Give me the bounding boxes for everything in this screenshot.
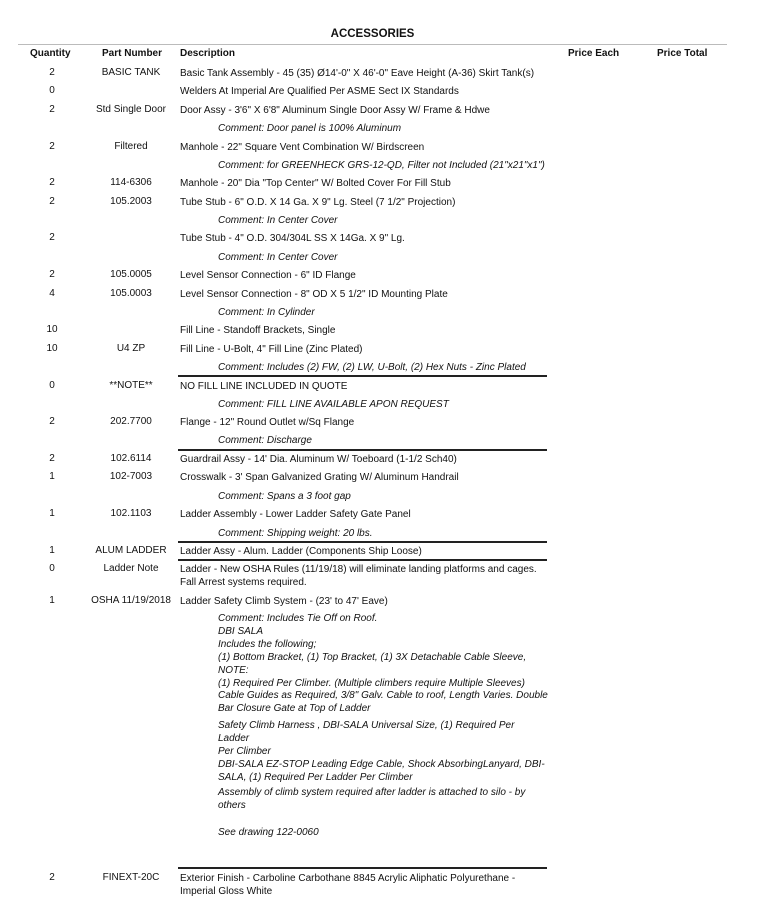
- row-qty: 1: [49, 545, 55, 556]
- row-desc: Tube Stub - 4" O.D. 304/304L SS X 14Ga. X 9" Lg.: [180, 233, 405, 244]
- table-row: [0, 595, 759, 613]
- comment-line: (1) Required Per Climber. (Multiple climbers require Multiple Sleeves): [218, 677, 525, 689]
- comment-line: Safety Climb Harness , DBI-SALA Universal Size, (1) Required Per Ladder: [218, 720, 515, 744]
- row-qty: 4: [49, 288, 55, 299]
- row-qty: 2: [49, 196, 55, 207]
- comment-line: Per Climber: [218, 745, 271, 757]
- section-divider: [178, 867, 547, 869]
- table-row: [0, 288, 759, 306]
- row-desc: Fill Line - U-Bolt, 4" Fill Line (Zinc Plated): [180, 344, 363, 355]
- table-row: [0, 453, 759, 471]
- table-row: [0, 563, 759, 593]
- row-qty: 0: [49, 380, 55, 391]
- row-comment: Comment: Door panel is 100% Aluminum: [218, 123, 402, 134]
- row-desc: Door Assy - 3'6" X 6'8" Aluminum Single Door Assy W/ Frame & Hdwe: [180, 105, 490, 116]
- row-qty: 2: [49, 872, 55, 883]
- row-desc: Ladder Assembly - Lower Ladder Safety Gate Panel: [180, 509, 411, 520]
- section-divider: [178, 375, 547, 377]
- row-part: ALUM LADDER: [95, 545, 167, 556]
- row-part: 202.7700: [110, 416, 152, 427]
- row-comment: Comment: Discharge: [218, 435, 312, 446]
- row-part: 102-7003: [109, 471, 153, 482]
- table-row: [0, 269, 759, 287]
- row-desc: Ladder Safety Climb System - (23' to 47' Eave): [180, 596, 388, 607]
- row-part: 114-6306: [110, 177, 152, 188]
- comment-line: DBI-SALA EZ-STOP Leading Edge Cable, Shock AbsorbingLanyard, DBI-: [218, 758, 545, 770]
- row-qty: 10: [46, 324, 58, 335]
- row-desc: Manhole - 20" Dia "Top Center" W/ Bolted Cover For Fill Stub: [180, 178, 451, 189]
- row-qty: 2: [49, 104, 55, 115]
- comment-row: [0, 159, 759, 177]
- osha-comment-p1: [218, 613, 548, 716]
- row-qty: 1: [49, 471, 55, 482]
- row-comment: Comment: FILL LINE AVAILABLE APON REQUEST: [218, 399, 449, 410]
- header-price-total: Price Total: [657, 48, 708, 59]
- row-desc: Flange - 12" Round Outlet w/Sq Flange: [180, 417, 355, 428]
- row-desc: Level Sensor Connection - 6" ID Flange: [180, 270, 356, 281]
- row-part: **NOTE**: [109, 380, 153, 391]
- row-part: FINEXT-20C: [102, 872, 160, 883]
- row-desc: Manhole - 22" Square Vent Combination W/ Birdscreen: [180, 142, 425, 153]
- comment-line: (1) Bottom Bracket, (1) Top Bracket, (1) 3X Detachable Cable Sleeve, NOTE:: [218, 651, 527, 676]
- row-desc: Fill Line - Standoff Brackets, Single: [180, 325, 336, 336]
- comment-line: Bar Closure Gate at Top of Ladder: [218, 703, 371, 715]
- section-divider: [178, 541, 547, 543]
- row-part: Ladder Note: [103, 563, 159, 574]
- row-desc: Ladder Assy - Alum. Ladder (Components Ship Loose): [180, 546, 422, 557]
- row-qty: 2: [49, 453, 55, 464]
- row-part: 102.1103: [110, 508, 152, 519]
- header-quantity: Quantity: [30, 48, 71, 59]
- comment-line: others: [218, 799, 246, 811]
- row-part: 105.0005: [110, 269, 152, 280]
- comment-row: [0, 490, 759, 508]
- comment-line: See drawing 122-0060: [218, 827, 319, 838]
- table-row: [0, 872, 759, 900]
- comment-line: DBI SALA: [218, 625, 264, 637]
- table-row: [0, 416, 759, 434]
- comment-row: [0, 214, 759, 232]
- osha-comment-p3: [218, 787, 548, 813]
- row-part: 102.6114: [110, 453, 152, 464]
- row-comment: Comment: Shipping weight: 20 lbs.: [218, 528, 373, 539]
- row-qty: 2: [49, 67, 55, 78]
- table-row: [0, 232, 759, 250]
- row-qty: 0: [49, 85, 55, 96]
- row-comment: Comment: Includes (2) FW, (2) LW, U-Bolt, (2) Hex Nuts - Zinc Plated: [218, 362, 526, 373]
- row-desc: Tube Stub - 6" O.D. X 14 Ga. X 9" Lg. Steel (7 1/2" Projection): [180, 197, 456, 208]
- row-qty: 10: [46, 343, 58, 354]
- row-comment: Comment: Spans a 3 foot gap: [218, 491, 351, 502]
- table-row: [0, 508, 759, 526]
- comment-row: [0, 398, 759, 416]
- osha-comment-p4: [218, 827, 548, 840]
- comment-row: [0, 251, 759, 269]
- comment-line: Assembly of climb system required after ladder is attached to silo - by: [218, 787, 526, 798]
- row-comment: Comment: for GREENHECK GRS-12-QD, Filter not Included (21"x21"x1"): [218, 160, 545, 171]
- table-row: [0, 177, 759, 195]
- table-row: [0, 471, 759, 489]
- section-divider: [178, 449, 547, 451]
- row-desc: NO FILL LINE INCLUDED IN QUOTE: [180, 381, 348, 392]
- row-desc: Ladder - New OSHA Rules (11/19/18) will eliminate landing platforms and cages. Fall Arrest systems required.: [180, 564, 537, 588]
- row-part: Filtered: [114, 141, 148, 152]
- row-part: 105.0003: [110, 288, 152, 299]
- table-row: [0, 343, 759, 361]
- row-part: 105.2003: [110, 196, 152, 207]
- table-row: [0, 196, 759, 214]
- row-desc: Guardrail Assy - 14' Dia. Aluminum W/ Toeboard (1-1/2 Sch40): [180, 454, 457, 465]
- row-qty: 0: [49, 563, 55, 574]
- comment-line: Comment: Includes Tie Off on Roof.: [218, 613, 378, 624]
- table-row: [0, 104, 759, 122]
- header-price-each: Price Each: [568, 48, 620, 59]
- header-description: Description: [180, 48, 236, 59]
- comment-line: Cable Guides as Required, 3/8" Galv. Cable to roof, Length Varies. Double: [218, 690, 548, 702]
- comment-line: SALA, (1) Required Per Ladder Per Climber: [218, 771, 413, 783]
- row-desc: Crosswalk - 3' Span Galvanized Grating W/ Aluminum Handrail: [180, 472, 459, 483]
- table-row: [0, 67, 759, 85]
- comment-line: Includes the following;: [218, 638, 317, 650]
- row-qty: 2: [49, 141, 55, 152]
- osha-comment-p2: [218, 720, 548, 785]
- table-row: [0, 141, 759, 159]
- table-row: [0, 85, 759, 103]
- row-qty: 2: [49, 416, 55, 427]
- row-desc: Level Sensor Connection - 8" OD X 5 1/2" ID Mounting Plate: [180, 289, 448, 300]
- comment-row: [0, 306, 759, 324]
- row-part: BASIC TANK: [101, 67, 161, 78]
- row-comment: Comment: In Center Cover: [218, 252, 338, 263]
- row-part: Std Single Door: [95, 104, 167, 115]
- row-comment: Comment: In Cylinder: [218, 307, 315, 318]
- header-rule: [18, 44, 727, 45]
- row-part: OSHA 11/19/2018: [91, 595, 171, 606]
- row-comment: Comment: In Center Cover: [218, 215, 338, 226]
- row-part: U4 ZP: [116, 343, 146, 354]
- table-row: [0, 324, 759, 342]
- header-part-number: Part Number: [102, 48, 163, 59]
- table-row: [0, 380, 759, 398]
- row-desc: Welders At Imperial Are Qualified Per ASME Sect IX Standards: [180, 86, 459, 97]
- row-qty: 1: [49, 595, 55, 606]
- row-qty: 2: [49, 269, 55, 280]
- comment-row: [0, 122, 759, 140]
- section-divider: [178, 559, 547, 561]
- row-qty: 1: [49, 508, 55, 519]
- row-desc: Basic Tank Assembly - 45 (35) Ø14'-0" X 46'-0" Eave Height (A-36) Skirt Tank(s): [180, 68, 535, 79]
- row-qty: 2: [49, 232, 55, 243]
- row-desc: Exterior Finish - Carboline Carbothane 8845 Acrylic Aliphatic Polyurethane - Imperial Gloss White: [180, 873, 516, 897]
- row-qty: 2: [49, 177, 55, 188]
- page-title: ACCESSORIES: [330, 28, 415, 40]
